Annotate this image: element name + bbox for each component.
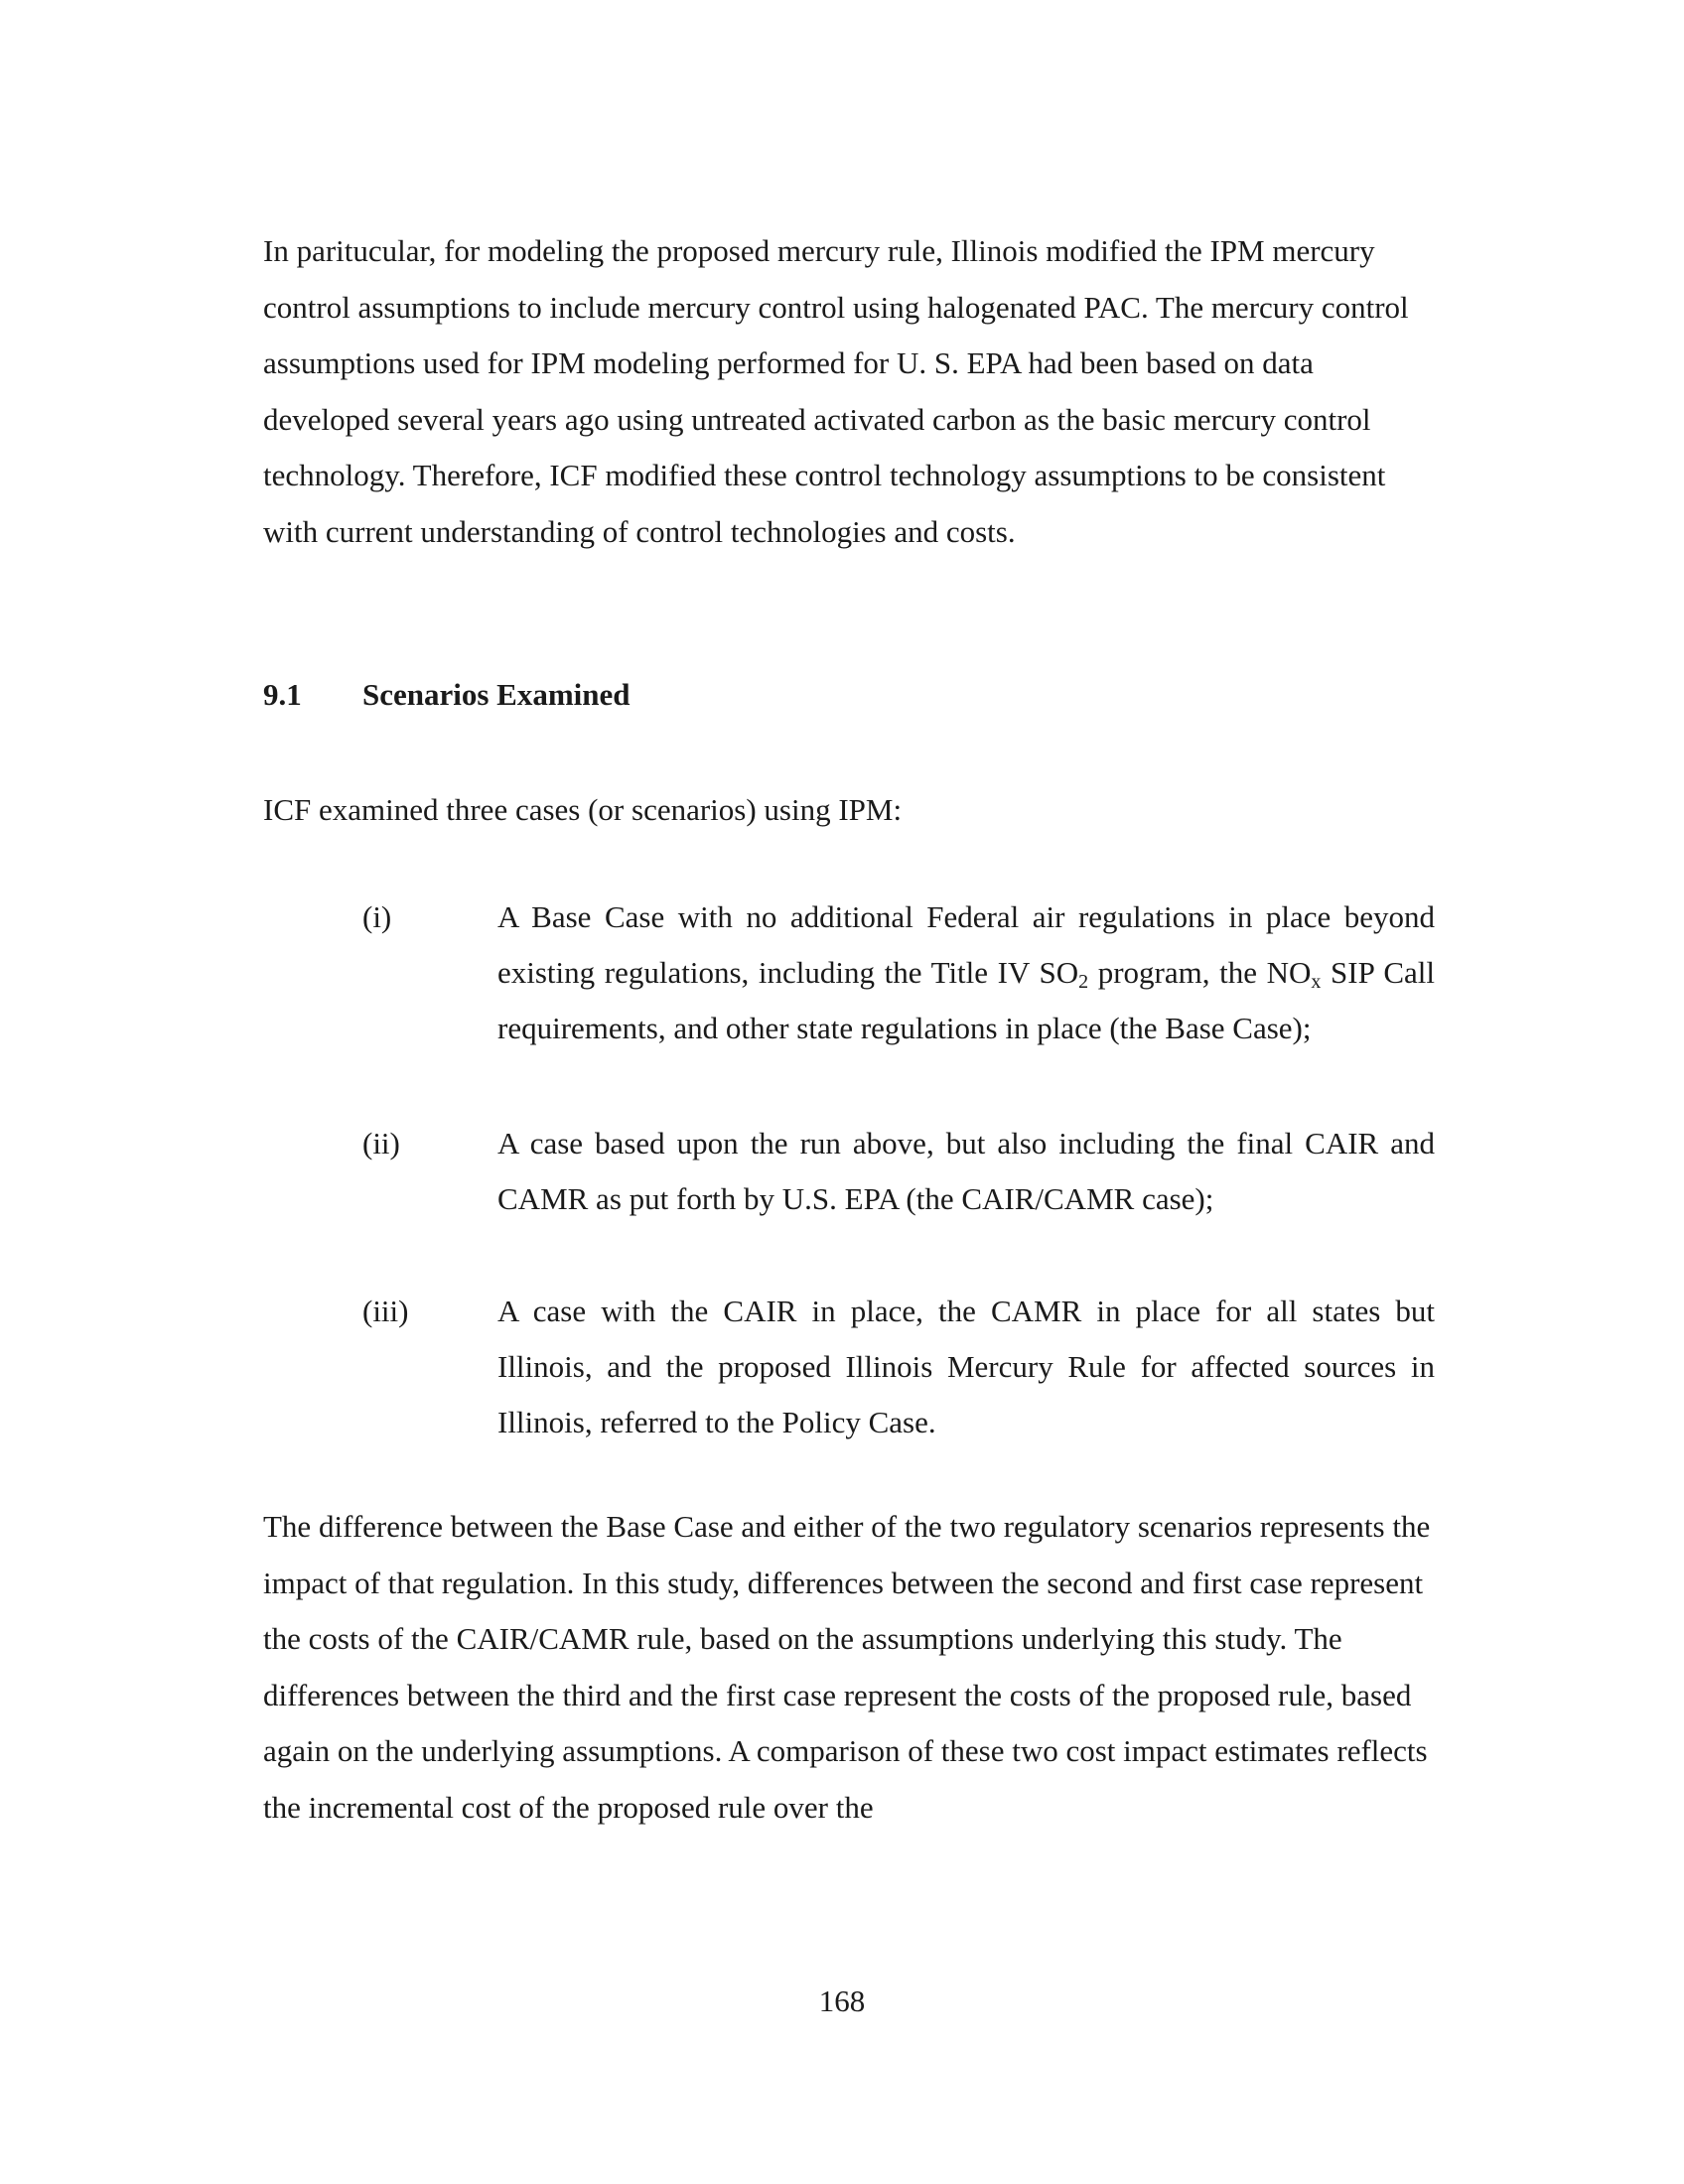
subscript: x: [1311, 971, 1322, 993]
subscript: 2: [1078, 971, 1089, 993]
section-heading: [263, 671, 631, 719]
list-item-text: A case with the CAIR in place, the CAMR in place for all states but Illinois, and the proposed Illinois Mercury Rule for affected sources in Illinois, referred to the Policy Case.: [497, 1294, 1435, 1439]
list-item-text-part: A Base Case with no additional Federal air regulations in place beyond existing regulations, including the Title IV SO: [497, 899, 1435, 990]
list-item-text: A case based upon the run above, but also including the final CAIR and CAMR as put forth by U.S. EPA (the CAIR/CAMR case);: [497, 1126, 1435, 1216]
section-number: 9.1: [263, 677, 302, 712]
list-marker: (iii): [362, 1294, 409, 1328]
paragraph-mercury-control-assumptions: In paritucular, for modeling the proposed mercury rule, Illinois modified the IPM mercury control assumptions to include mercury control using halogenated PAC. The mercury control assumptions used for IPM modeling performed for U. S. EPA had been based on data developed several years ago using untreated activated carbon as the basic mercury control technology. Therefore, ICF modified these control technology assumptions to be consistent with current understanding of control technologies and costs.: [263, 233, 1409, 549]
list-marker: (i): [362, 899, 392, 934]
page-number: 168: [818, 1983, 866, 2018]
list-item-text: [497, 889, 1435, 1056]
paragraph-scenario-differences: The difference between the Base Case and either of the two regulatory scenarios represents the impact of that regulation. In this study, differences between the second and first case represent the costs of the CAIR/CAMR rule, based on the assumptions underlying this study. The differences between the third and the first case represent the costs of the proposed rule, based again on the underlying assumptions. A comparison of these two cost impact estimates reflects the incremental cost of the proposed rule over the: [263, 1509, 1431, 1825]
list-item-text-part: SIP Call requirements, and other state regulations in place (the Base Case);: [497, 955, 1435, 1045]
section-title: Scenarios Examined: [362, 677, 631, 712]
list-marker: (ii): [362, 1126, 400, 1160]
paragraph-scenarios-intro: ICF examined three cases (or scenarios) using IPM:: [263, 792, 903, 827]
list-item-text-part: program, the NO: [1088, 955, 1312, 990]
